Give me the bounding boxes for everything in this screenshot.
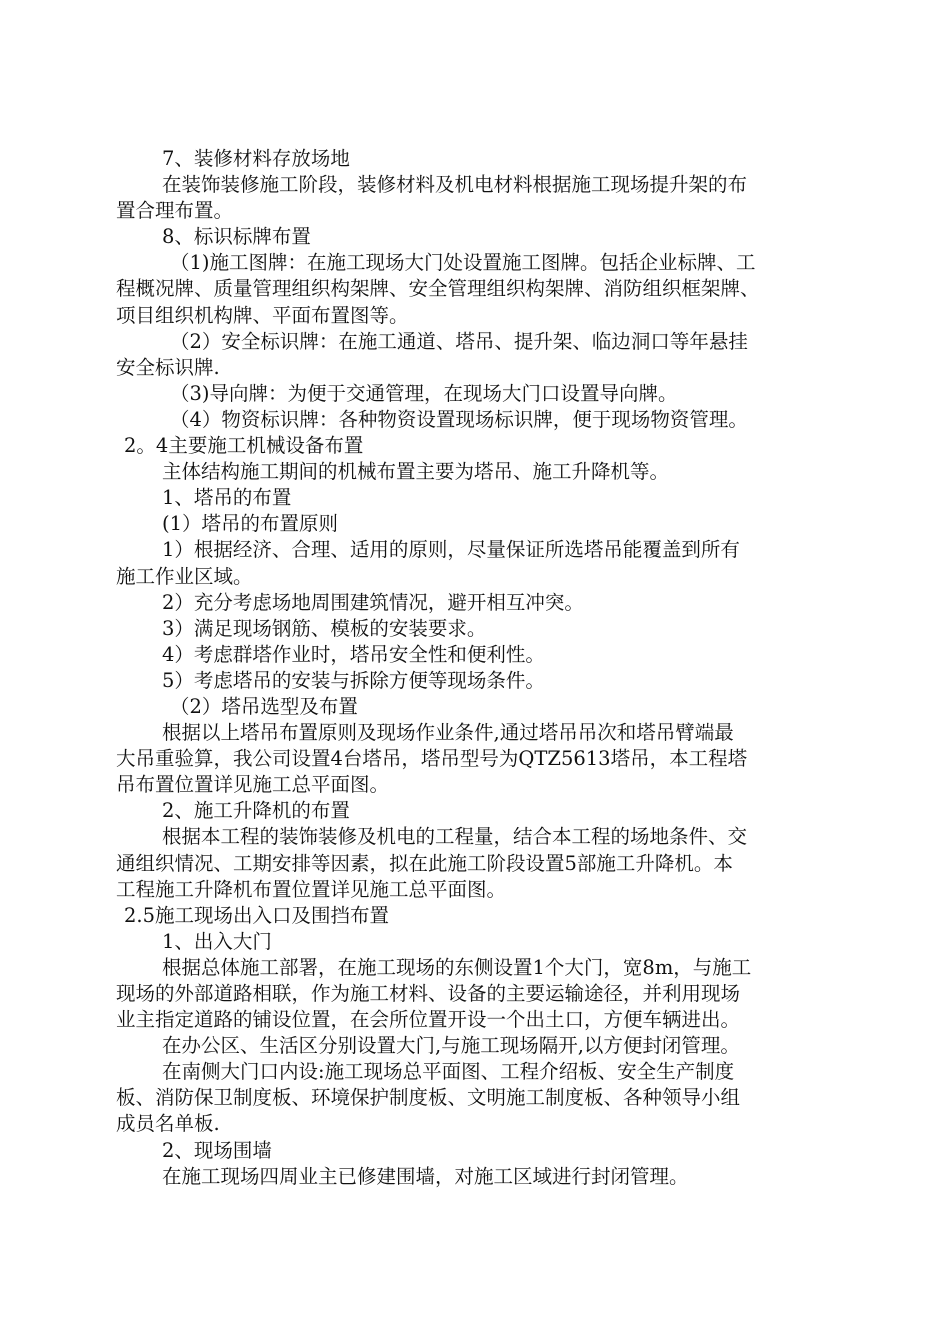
paragraph-line: 安全标识牌. (116, 355, 220, 379)
paragraph-line: 根据本工程的装饰装修及机电的工程量，结合本工程的场地条件、交 (162, 825, 748, 849)
paragraph-line: 在装饰装修施工阶段，装修材料及机电材料根据施工现场提升架的布 (162, 173, 748, 197)
section-heading: 7、装修材料存放场地 (162, 147, 350, 170)
section-heading: 2.5施工现场出入口及围挡布置 (124, 903, 390, 927)
paragraph-line: 在南侧大门口内设:施工现场总平面图、工程介绍板、安全生产制度 (162, 1060, 735, 1084)
paragraph-line: 置合理布置。 (116, 199, 234, 223)
document-body (116, 146, 838, 1190)
list-item: 施工作业区域。 (116, 564, 253, 588)
section-heading: 1、塔吊的布置 (162, 486, 292, 510)
list-item: 5）考虑塔吊的安装与拆除方便等现场条件。 (162, 668, 545, 692)
section-heading: 8、标识标牌布置 (162, 225, 311, 249)
section-heading: 2。4主要施工机械设备布置 (124, 434, 364, 458)
list-item: 2）充分考虑场地周围建筑情况，避开相互冲突。 (162, 590, 584, 614)
paragraph-line: 根据总体施工部署，在施工现场的东侧设置1个大门，宽8m，与施工 (162, 955, 752, 979)
paragraph-line: 项目组织机构牌、平面布置图等。 (116, 303, 409, 327)
paragraph-line: （3)导向牌：为便于交通管理，在现场大门口设置导向牌。 (170, 381, 678, 405)
paragraph-line: 在施工现场四周业主已修建围墙，对施工区域进行封闭管理。 (162, 1164, 689, 1188)
paragraph-line: 大吊重验算，我公司设置4台塔吊，塔吊型号为QTZ5613塔吊，本工程塔 (116, 747, 748, 771)
paragraph-line: 主体结构施工期间的机械布置主要为塔吊、施工升降机等。 (162, 460, 670, 484)
list-item: 1）根据经济、合理、适用的原则，尽量保证所选塔吊能覆盖到所有 (162, 538, 740, 562)
subsection-heading: (1）塔吊的布置原则 (162, 512, 339, 536)
paragraph-line: 工程施工升降机布置位置详见施工总平面图。 (116, 877, 507, 901)
paragraph-line: （2）安全标识牌：在施工通道、塔吊、提升架、临边洞口等年悬挂 (170, 329, 748, 353)
subsection-heading: （2）塔吊选型及布置 (170, 694, 358, 718)
paragraph-line: 成员名单板. (116, 1112, 220, 1136)
paragraph-line: 程概况牌、质量管理组织构架牌、安全管理组织构架牌、消防组织框架牌、 (116, 277, 760, 301)
list-item: 3）满足现场钢筋、模板的安装要求。 (162, 616, 487, 640)
paragraph-line: （4）物资标识牌：各种物资设置现场标识牌，便于现场物资管理。 (170, 407, 748, 431)
paragraph-line: 吊布置位置详见施工总平面图。 (116, 773, 390, 797)
paragraph-line: 业主指定道路的铺设位置，在会所位置开设一个出土口，方便车辆进出。 (116, 1008, 741, 1032)
paragraph-line: 现场的外部道路相联，作为施工材料、设备的主要运输途径，并利用现场 (116, 982, 741, 1005)
section-heading: 2、现场围墙 (162, 1138, 272, 1162)
paragraph-line: 根据以上塔吊布置原则及现场作业条件,通过塔吊吊次和塔吊臂端最 (162, 721, 734, 745)
paragraph-line: 通组织情况、工期安排等因素，拟在此施工阶段设置5部施工升降机。本 (116, 851, 733, 875)
paragraph-line: （1)施工图牌：在施工现场大门处设置施工图牌。包括企业标牌、工 (170, 251, 756, 275)
paragraph-line: 在办公区、生活区分别设置大门,与施工现场隔开,以方便封闭管理。 (162, 1034, 740, 1058)
list-item: 4）考虑群塔作业时，塔吊安全性和便利性。 (162, 642, 545, 666)
section-heading: 2、施工升降机的布置 (162, 799, 350, 823)
paragraph-line: 板、消防保卫制度板、环境保护制度板、文明施工制度板、各种领导小组 (116, 1086, 741, 1110)
section-heading: 1、出入大门 (162, 929, 272, 953)
